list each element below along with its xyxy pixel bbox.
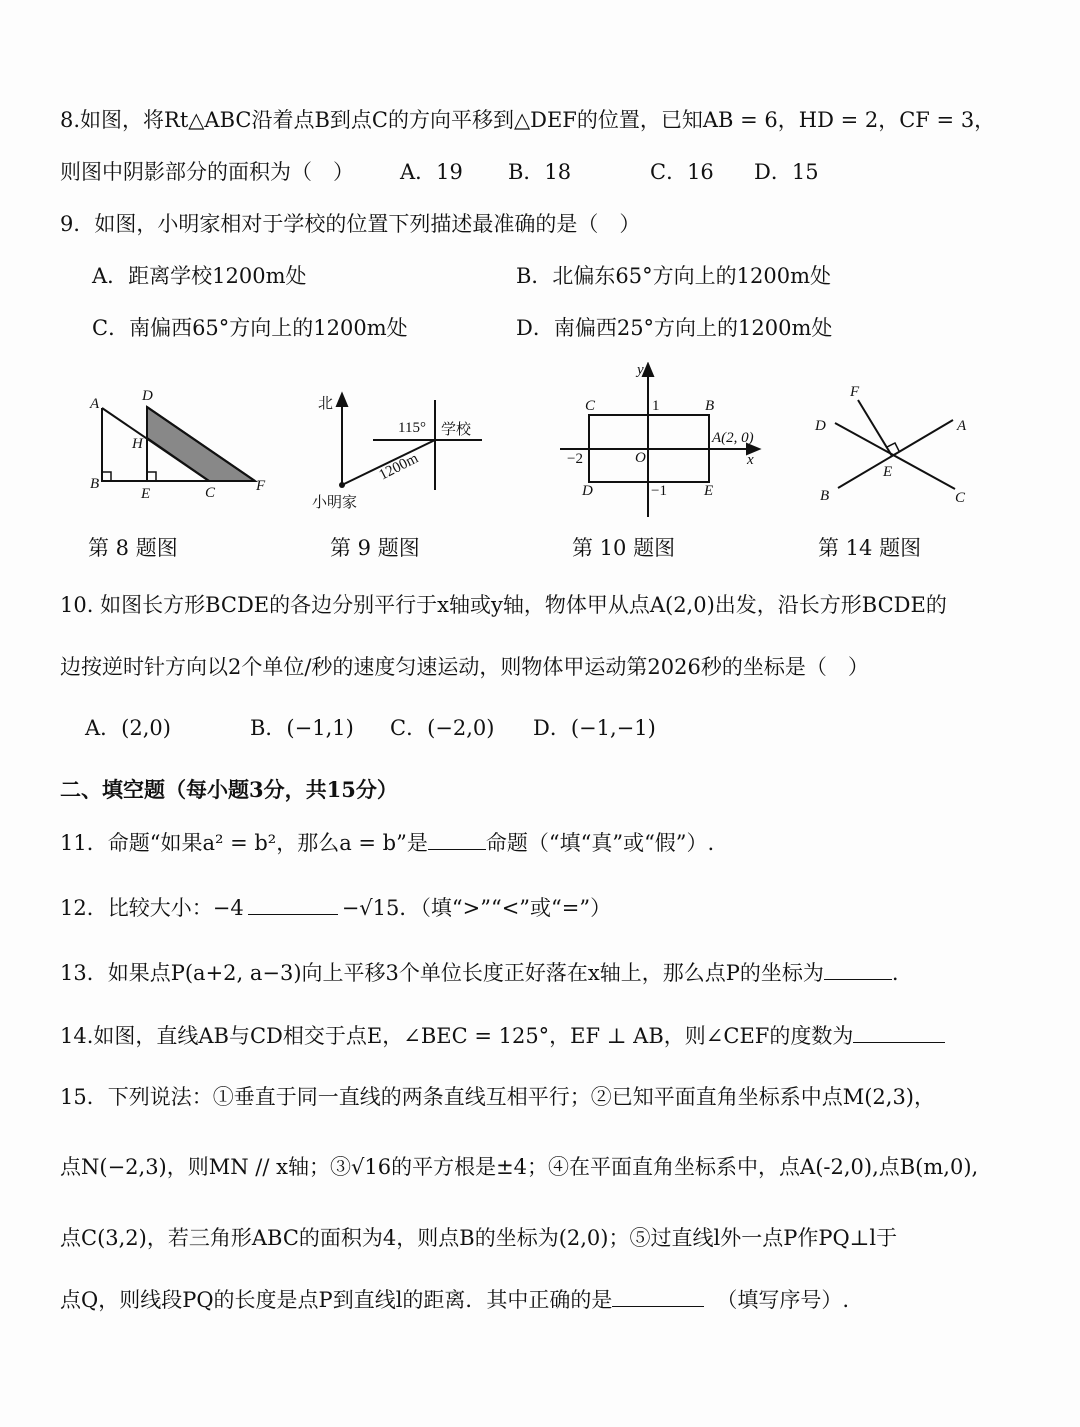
figure-label: 1200m (376, 450, 421, 484)
figure-label: A (957, 418, 967, 434)
figure-14 (805, 378, 985, 513)
figure-label: 北 (318, 396, 334, 412)
q15-line4 (60, 1285, 849, 1315)
q10-option-a: A．(2,0) (85, 716, 171, 740)
q10-option-c: C．(−2,0) (390, 716, 495, 740)
q15-text: 点Q，则线段PQ的长度是点P到直线l的距离．其中正确的是 (60, 1288, 613, 1312)
figure-14-caption: 第 14 题图 (818, 536, 922, 560)
q10-line1: 10. 如图长方形BCDE的各边分别平行于x轴或y轴，物体甲从点A(2,0)出发，沿长方形BCDE的 (60, 593, 947, 617)
figure-label: C (205, 485, 216, 501)
figure-label: B (90, 476, 100, 492)
q9-option-b: B．北偏东65°方向上的1200m处 (516, 264, 832, 288)
figure-label: D (582, 483, 593, 499)
q10-line2: 边按逆时针方向以2个单位/秒的速度匀速运动，则物体甲运动第2026秒的坐标是（ ） (60, 655, 869, 679)
q8-line2: 则图中阴影部分的面积为（ ） (60, 160, 354, 184)
q8-option-a: A．19 (400, 160, 463, 184)
figure-label: H (132, 436, 143, 452)
figure-label: 小明家 (312, 495, 358, 511)
figure-label: 1 (652, 398, 660, 414)
q9-option-c: C．南偏西65°方向上的1200m处 (92, 316, 408, 340)
q14 (60, 1021, 945, 1051)
q15-line3: 点C(3,2)，若三角形ABC的面积为4，则点B的坐标为(2,0)；⑤过直线l外一点P作PQ⊥l于 (60, 1226, 898, 1250)
figure-label: O (635, 450, 646, 466)
q12-text-end: −√15．（填“>”“<”或“=”） (341, 896, 612, 920)
figure-label: F (850, 384, 860, 400)
q11-text: 11．命题“如果a² = b²，那么a = b”是 (60, 831, 428, 855)
q8-option-c: C．16 (650, 160, 714, 184)
figure-line (643, 364, 653, 376)
figure-line (339, 482, 345, 488)
q13-answer-blank[interactable] (824, 959, 892, 980)
figure-label: y (637, 362, 644, 378)
figure-line (858, 400, 892, 456)
figure-label: A (90, 396, 100, 412)
figure-label: B (705, 398, 715, 414)
q15-text-end: （填写序号）. (716, 1288, 850, 1312)
q15-answer-blank[interactable] (612, 1286, 704, 1307)
section-2-heading: 二、填空题（每小题3分，共15分） (60, 777, 398, 802)
q8-line1: 8.如图，将Rt△ABC沿着点B到点C的方向平移到△DEF的位置，已知AB = 6，HD = 2，CF = 3， (60, 108, 996, 132)
q9-option-d: D．南偏西25°方向上的1200m处 (516, 316, 833, 340)
figure-label: E (704, 483, 714, 499)
figure-label: x (747, 452, 754, 468)
figure-label: A(2, 0) (712, 430, 754, 446)
q13-text: 13．如果点P(a+2, a−3)向上平移3个单位长度正好落在x轴上，那么点P的坐标为 (60, 961, 824, 985)
figure-label: C (585, 398, 596, 414)
figure-label: B (820, 488, 830, 504)
figure-8 (80, 380, 280, 510)
figure-label: D (815, 418, 826, 434)
q9-stem: 9．如图，小明家相对于学校的位置下列描述最准确的是（ ） (60, 212, 641, 236)
figure-9 (310, 380, 490, 515)
q14-answer-blank[interactable] (853, 1022, 945, 1043)
figure-label: E (883, 464, 893, 480)
figure-label: C (955, 490, 966, 506)
figure-line (337, 394, 347, 406)
q14-text: 14.如图，直线AB与CD相交于点E，∠BEC = 125°，EF ⊥ AB，则∠CEF的度数为 (60, 1024, 854, 1048)
figure-label: D (142, 388, 153, 404)
figure-label: 学校 (441, 422, 472, 438)
figure-10 (555, 362, 765, 522)
q10-option-b: B．(−1,1) (250, 716, 354, 740)
q8-option-d: D．15 (754, 160, 819, 184)
figure-label: −2 (567, 451, 583, 467)
figure-9-caption: 第 9 题图 (330, 536, 420, 560)
q11-text-end: 命题（“填“真”或“假”）. (485, 831, 715, 855)
figure-8-caption: 第 8 题图 (88, 536, 178, 560)
figure-label: −1 (651, 483, 667, 499)
figure-label: 115° (398, 420, 426, 436)
q12-text: 12．比较大小：−4 (60, 896, 244, 920)
figure-label: E (141, 486, 151, 502)
q8-option-b: B．18 (508, 160, 572, 184)
figure-label: F (256, 478, 266, 494)
q12 (60, 893, 611, 923)
q10-option-d: D．(−1,−1) (533, 716, 656, 740)
q11 (60, 828, 714, 858)
figure-line (147, 472, 156, 481)
q15-line1: 15．下列说法：①垂直于同一直线的两条直线互相平行；②已知平面直角坐标系中点M(2,3)， (60, 1085, 936, 1109)
q9-option-a: A．距离学校1200m处 (92, 264, 307, 288)
q15-line2: 点N(−2,3)，则MN // x轴；③√16的平方根是±4；④在平面直角坐标系中，点A(-2,0),点B(m,0), (60, 1155, 979, 1179)
figure-line (102, 472, 111, 481)
q13-text-end: . (891, 961, 899, 985)
q13 (60, 958, 899, 988)
figure-10-caption: 第 10 题图 (572, 536, 676, 560)
q12-answer-blank[interactable] (248, 894, 338, 915)
q11-answer-blank[interactable] (428, 829, 486, 850)
